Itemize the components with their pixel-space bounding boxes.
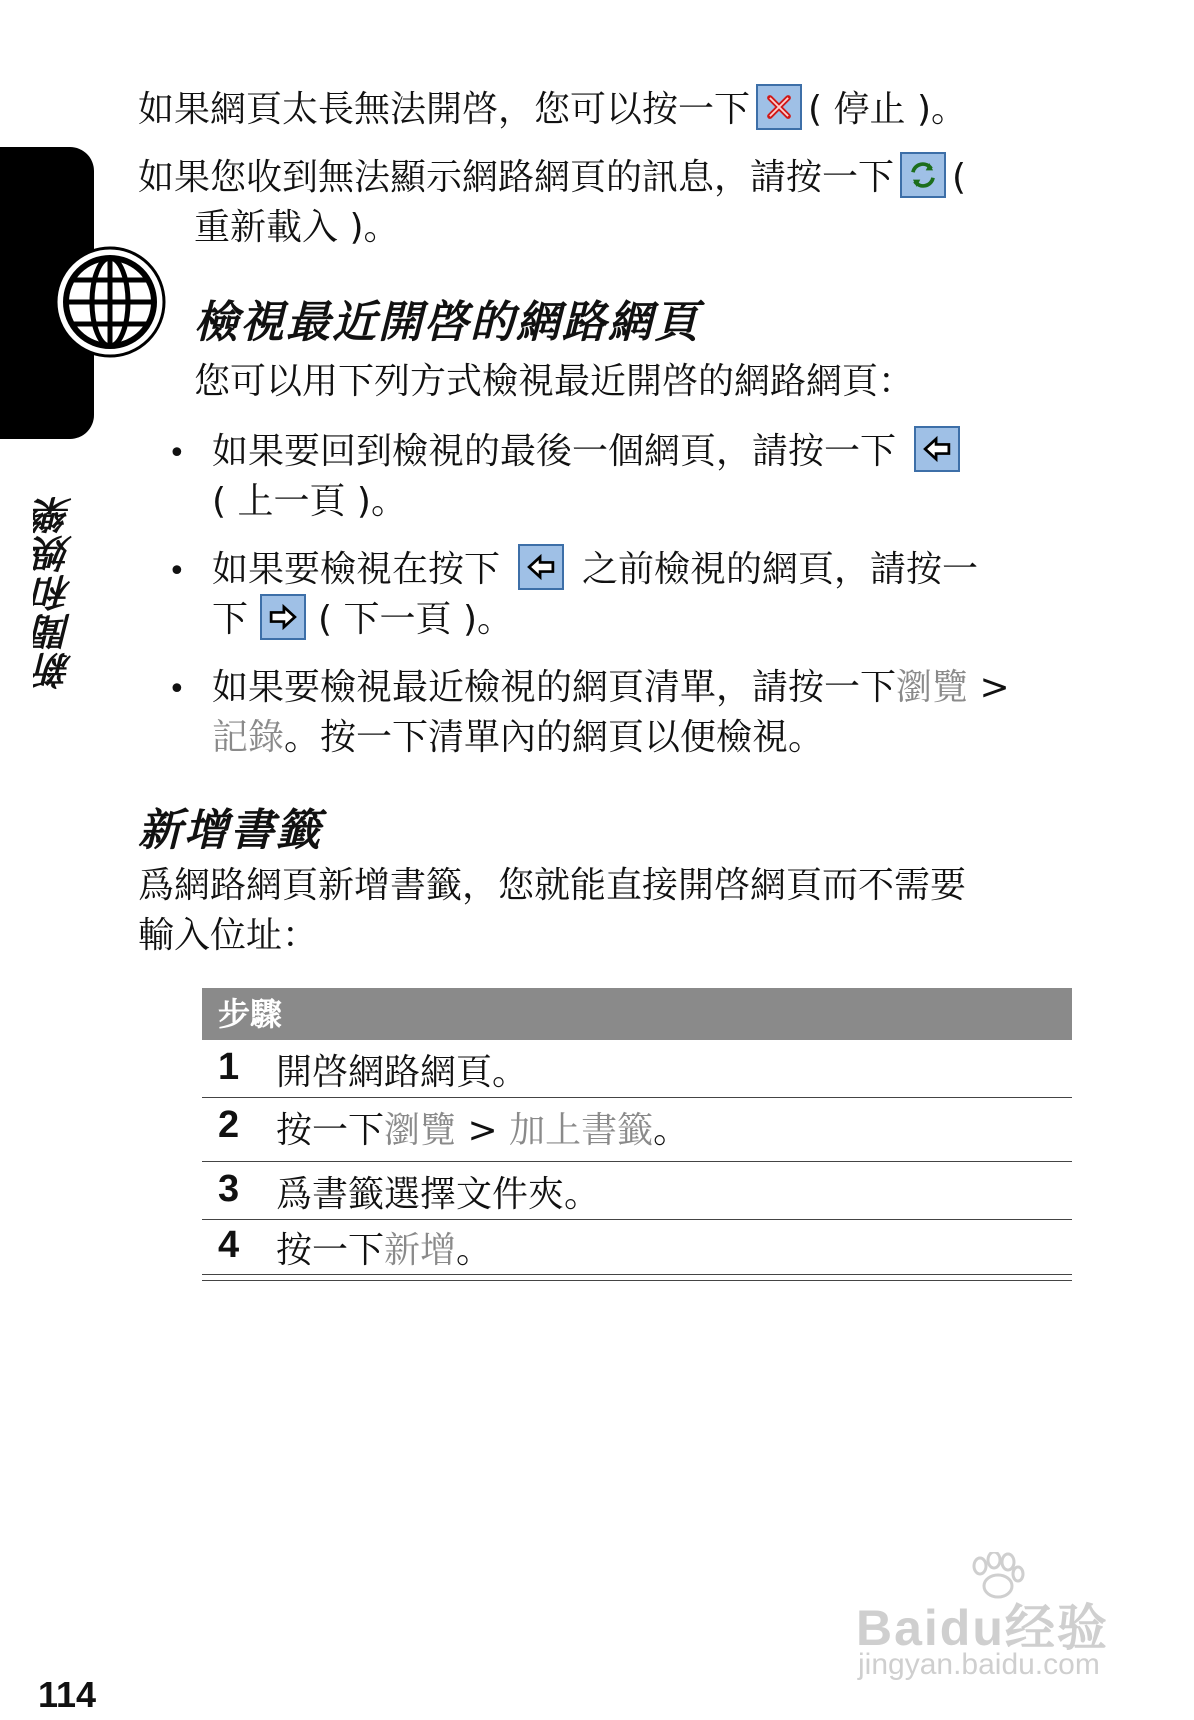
- stop-icon: [756, 84, 802, 130]
- step-number: 4: [218, 1224, 240, 1266]
- watermark-url: jingyan.baidu.com: [858, 1648, 1100, 1681]
- reload-text: 如果您收到無法顯示網路網頁的訊息，請按一下: [138, 157, 895, 198]
- step-text-post: 。: [456, 1230, 493, 1271]
- bullet-dot: •: [168, 436, 186, 471]
- bookmark-para-line2: 輸入位址：: [138, 915, 319, 956]
- table-header: 步驟: [202, 988, 1072, 1040]
- table-end-rule: [202, 1274, 1072, 1281]
- stop-instruction: [138, 86, 967, 134]
- bullet-1-line1: [212, 428, 966, 476]
- menu-separator: >: [467, 1110, 498, 1151]
- step-text-pre: 按一下: [276, 1110, 385, 1151]
- reload-paren: (: [952, 157, 967, 198]
- new-menu-option: 新增: [384, 1230, 457, 1271]
- step-text: [276, 1222, 492, 1273]
- browse-menu-option: 瀏覽: [896, 667, 969, 708]
- bullet-2-line1: [212, 546, 978, 594]
- reload-icon: [900, 152, 946, 198]
- page-number: 114: [38, 1674, 97, 1715]
- bullet-2-text-c: 下: [212, 599, 249, 640]
- table-row: [202, 1220, 1072, 1274]
- menu-separator: >: [979, 667, 1010, 708]
- bookmark-para-line1: 爲網路網頁新增書籤，您就能直接開啓網頁而不需要: [138, 865, 967, 906]
- bullet-3-line1: [212, 664, 1010, 712]
- step-number: 3: [218, 1168, 240, 1210]
- step-number: 1: [218, 1046, 240, 1088]
- step-text: 爲書籤選擇文件夾。: [276, 1174, 601, 1215]
- bullet-1-text: 如果要回到檢視的最後一個網頁，請按一下: [212, 431, 897, 472]
- section-label: 新聞和娛樂: [34, 495, 78, 690]
- watermark: [856, 1552, 1136, 1686]
- step-number: 2: [218, 1104, 240, 1146]
- stop-label: ( 停止 )。: [808, 89, 967, 130]
- step-text: [276, 1102, 689, 1153]
- browse-menu-option: 瀏覽: [384, 1110, 457, 1151]
- bullet-2-text-a: 如果要檢視在按下: [212, 549, 501, 590]
- table-row: [202, 1162, 1072, 1220]
- table-row: [202, 1098, 1072, 1162]
- recent-pages-intro: 您可以用下列方式檢視最近開啓的網路網頁：: [194, 361, 915, 402]
- history-menu-option: 記錄: [212, 717, 285, 758]
- bullet-dot: •: [168, 554, 186, 589]
- table-row: [202, 1040, 1072, 1098]
- back-arrow-icon: [914, 426, 960, 472]
- bullet-3-line2: [212, 714, 824, 762]
- forward-arrow-icon: [260, 594, 306, 640]
- bullet-3-text-b: 。按一下清單內的網頁以便檢視。: [284, 717, 825, 758]
- stop-text: 如果網頁太長無法開啓，您可以按一下: [138, 89, 751, 130]
- bullet-2-text-d: ( 下一頁 )。: [318, 599, 513, 640]
- globe-icon: [54, 246, 166, 358]
- step-text: 開啓網路網頁。: [276, 1052, 529, 1093]
- bullet-3-text: 如果要檢視最近檢視的網頁清單，請按一下: [212, 667, 897, 708]
- bullet-1-line2: ( 上一頁 )。: [212, 481, 407, 522]
- recent-pages-heading: 檢視最近開啓的網路網頁: [194, 297, 700, 348]
- bullet-2-line2: [212, 596, 513, 644]
- step-text-pre: 按一下: [276, 1230, 385, 1271]
- reload-instruction-line2: 重新載入 )。: [194, 207, 400, 248]
- reload-instruction-line1: [138, 154, 966, 202]
- steps-table: [202, 988, 1072, 1281]
- bullet-2-text-b: 之前檢視的網頁，請按一: [582, 549, 979, 590]
- watermark-logo: Baidu经验: [856, 1600, 1109, 1656]
- add-bookmark-menu-option: 加上書籤: [509, 1110, 654, 1151]
- step-text-post: 。: [653, 1110, 690, 1151]
- bullet-dot: •: [168, 672, 186, 707]
- add-bookmark-heading: 新增書籤: [138, 805, 322, 856]
- back-arrow-icon: [518, 544, 564, 590]
